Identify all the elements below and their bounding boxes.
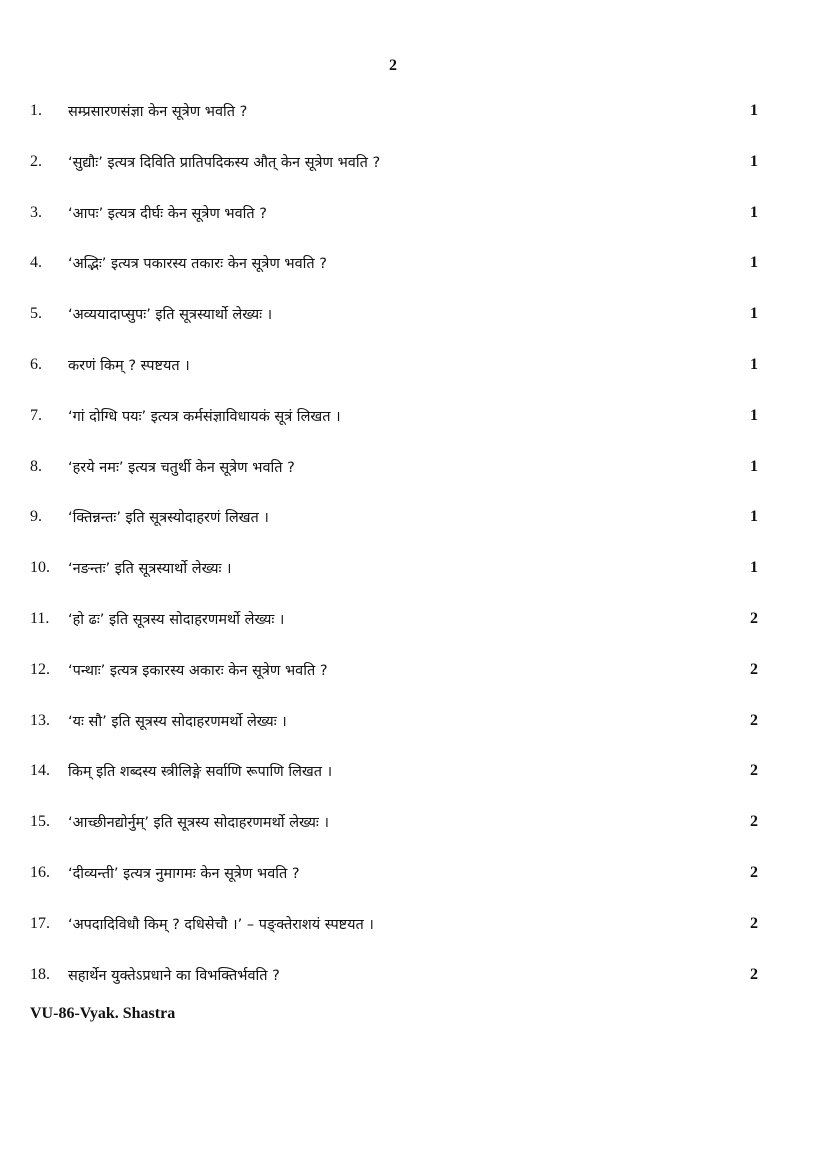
question-marks: 1 <box>750 305 758 323</box>
question-number: 5. <box>30 305 42 323</box>
question-item <box>28 555 762 606</box>
question-number: 7. <box>30 406 42 424</box>
question-list <box>28 98 762 1012</box>
question-text: ‘अव्ययादाप्सुपः’ इति सूत्रस्यार्थो लेख्यः । <box>68 307 273 324</box>
question-text: ‘गां दोग्धि पयः’ इत्यत्र कर्मसंज्ञाविधायकं सूत्रं लिखत । <box>68 408 341 425</box>
question-item <box>28 504 762 555</box>
question-item <box>28 911 762 962</box>
question-number: 17. <box>30 914 50 932</box>
question-text: ‘दीव्यन्ती’ इत्यत्र नुमागमः केन सूत्रेण भवति ? <box>68 865 300 882</box>
question-marks: 1 <box>750 559 758 577</box>
question-number: 2. <box>30 152 42 170</box>
question-item <box>28 758 762 809</box>
question-text: ‘पन्थाः’ इत्यत्र इकारस्य अकारः केन सूत्रेण भवति ? <box>68 662 328 679</box>
question-marks: 2 <box>750 711 758 729</box>
question-number: 1. <box>30 102 42 119</box>
question-marks: 1 <box>750 152 758 170</box>
question-text: सहार्थेन युक्तेऽप्रधाने का विभक्तिर्भवति ? <box>68 967 280 984</box>
question-text: सम्प्रसारणसंज्ञा केन सूत्रेण भवति ? <box>68 104 248 120</box>
question-text: ‘सुद्यौः’ इत्यत्र दिविति प्रातिपदिकस्य औत् केन सूत्रेण भवति ? <box>68 154 381 171</box>
question-text: ‘क्तिन्नन्तः’ इति सूत्रस्योदाहरणं लिखत । <box>68 510 269 527</box>
question-text: करणं किम् ? स्पष्टयत । <box>68 357 190 374</box>
question-marks: 2 <box>750 863 758 881</box>
question-item <box>28 250 762 301</box>
paper-code: VU-86-Vyak. Shastra <box>30 1005 176 1022</box>
question-item <box>28 149 762 200</box>
page-number: 2 <box>389 57 397 74</box>
question-number: 11. <box>30 609 50 627</box>
question-item <box>28 403 762 454</box>
question-text: ‘आपः’ इत्यत्र दीर्घः केन सूत्रेण भवति ? <box>68 205 267 222</box>
question-text: ‘नङन्तः’ इति सूत्रस्यार्थो लेख्यः । <box>68 561 232 578</box>
question-number: 9. <box>30 508 42 526</box>
question-marks: 2 <box>750 965 758 983</box>
question-marks: 1 <box>750 102 758 119</box>
question-marks: 2 <box>750 609 758 627</box>
question-marks: 2 <box>750 762 758 780</box>
question-marks: 2 <box>750 914 758 932</box>
question-number: 16. <box>30 863 50 881</box>
question-item <box>28 200 762 251</box>
question-item <box>28 301 762 352</box>
question-number: 3. <box>30 203 42 221</box>
question-marks: 1 <box>750 203 758 221</box>
question-marks: 1 <box>750 406 758 424</box>
question-number: 15. <box>30 813 50 831</box>
question-marks: 2 <box>750 813 758 831</box>
question-marks: 1 <box>750 457 758 475</box>
question-number: 12. <box>30 660 50 678</box>
question-text: ‘हरये नमः’ इत्यत्र चतुर्थी केन सूत्रेण भवति ? <box>68 459 295 476</box>
question-marks: 1 <box>750 254 758 272</box>
question-number: 10. <box>30 559 50 577</box>
question-number: 13. <box>30 711 50 729</box>
question-marks: 2 <box>750 660 758 678</box>
question-item <box>28 454 762 505</box>
question-number: 6. <box>30 355 42 373</box>
question-item <box>28 606 762 657</box>
question-number: 8. <box>30 457 42 475</box>
question-item <box>28 352 762 403</box>
question-item <box>28 657 762 708</box>
question-item <box>28 860 762 911</box>
question-marks: 1 <box>750 508 758 526</box>
question-text: ‘अपदादिविधौ किम् ? दधिसेचौ ।’ – पङ्क्तेराशयं स्पष्टयत । <box>68 916 374 933</box>
question-text: ‘हो ढः’ इति सूत्रस्य सोदाहरणमर्थो लेख्यः । <box>68 611 285 628</box>
question-number: 18. <box>30 965 50 983</box>
question-text: ‘आच्छीनद्योर्नुम्’ इति सूत्रस्य सोदाहरणमर्थो लेख्यः । <box>68 815 329 832</box>
question-item <box>28 98 762 149</box>
question-text: किम् इति शब्दस्य स्त्रीलिङ्गे सर्वाणि रूपाणि लिखत । <box>68 764 333 781</box>
question-text: ‘यः सौ’ इति सूत्रस्य सोदाहरणमर्थो लेख्यः । <box>68 713 287 730</box>
question-number: 14. <box>30 762 50 780</box>
question-marks: 1 <box>750 355 758 373</box>
question-item <box>28 809 762 860</box>
question-text: ‘अद्भिः’ इत्यत्र पकारस्य तकारः केन सूत्रेण भवति ? <box>68 256 327 273</box>
question-number: 4. <box>30 254 42 272</box>
question-item <box>28 708 762 759</box>
